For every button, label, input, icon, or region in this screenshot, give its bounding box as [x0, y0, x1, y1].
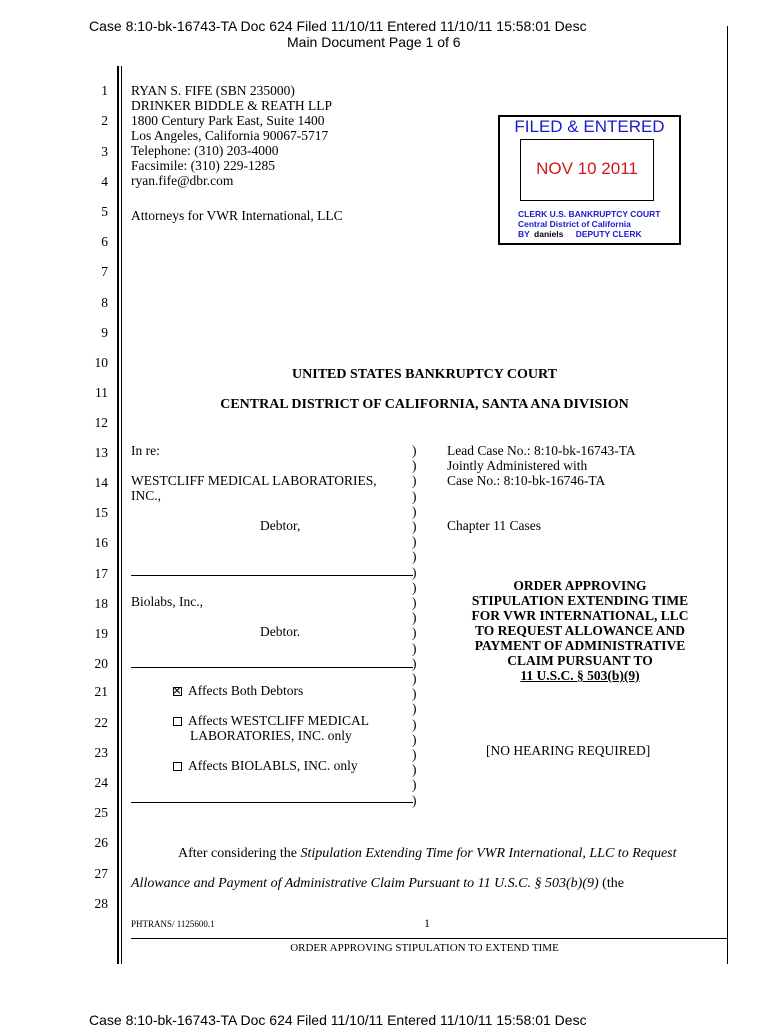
line-number: 17 — [94, 566, 108, 581]
stamp-date: NOV 10 2011 — [536, 159, 638, 178]
line-number: 11 — [95, 385, 108, 400]
line-number: 21 — [94, 684, 108, 699]
line-number: 2 — [101, 113, 108, 128]
in-re-label: In re: — [131, 443, 160, 458]
order-title-line: PAYMENT OF ADMINISTRATIVE — [474, 638, 686, 653]
order-title-line: FOR VWR INTERNATIONAL, LLC — [471, 608, 689, 623]
line-number: 13 — [94, 445, 108, 460]
line-number: 26 — [94, 835, 108, 850]
checked-box-icon[interactable] — [173, 687, 182, 696]
attorney-block — [131, 83, 332, 188]
line-number: 22 — [94, 715, 108, 730]
debtor2-label: Debtor. — [260, 624, 301, 639]
line-number: 5 — [101, 204, 108, 219]
debtor1-name-line2: INC., — [131, 488, 161, 503]
no-hearing-required: [NO HEARING REQUIRED] — [486, 743, 651, 758]
caption-divider-2 — [131, 667, 413, 668]
caption-divider-1 — [131, 575, 413, 576]
court-name: UNITED STATES BANKRUPTCY COURT — [292, 367, 557, 382]
lead-case-number: Lead Case No.: 8:10-bk-16743-TA — [447, 443, 636, 458]
attorneys-for: Attorneys for VWR International, LLC — [131, 208, 343, 223]
unchecked-box-icon[interactable] — [173, 717, 182, 726]
attorney-line: DRINKER BIDDLE & REATH LLP — [131, 98, 332, 113]
debtor1-label: Debtor, — [260, 518, 301, 533]
line-number: 12 — [94, 415, 108, 430]
filed-entered-stamp — [498, 115, 681, 245]
next-page-header: Case 8:10-bk-16743-TA Doc 624 Filed 11/10/11 Entered 11/10/11 15:58:01 Desc — [89, 1012, 587, 1028]
line-number: 7 — [101, 264, 108, 279]
stamp-clerk-line2: Central District of California — [518, 219, 631, 229]
order-title — [440, 578, 720, 683]
stamp-date-box — [520, 139, 654, 201]
caption-parentheses: ) ) ) ) ) ) ) ) ) ) ) ) ) ) ) ) ) ) ) ) ) ) ) ) — [412, 443, 417, 808]
jointly-administered: Jointly Administered with — [447, 458, 588, 473]
court-district: CENTRAL DISTRICT OF CALIFORNIA, SANTA ANA DIVISION — [220, 397, 629, 412]
unchecked-box-icon[interactable] — [173, 762, 182, 771]
footer-doc-id: PHTRANS/ 1125600.1 — [131, 919, 215, 929]
checkbox-label-both: Affects Both Debtors — [188, 683, 304, 698]
line-number: 16 — [94, 535, 108, 550]
order-title-line: TO REQUEST ALLOWANCE AND — [475, 623, 685, 638]
right-margin-line — [727, 26, 728, 964]
case-header-line2: Main Document Page 1 of 6 — [287, 34, 461, 50]
body-line1-plain: After considering the — [178, 846, 301, 861]
line-number: 6 — [101, 234, 108, 249]
body-line1-italic: Stipulation Extending Time for VWR International, LLC to Request — [300, 846, 677, 861]
checkbox-label-biolabs: Affects BIOLABLS, INC. only — [188, 758, 358, 773]
line-number: 4 — [101, 174, 108, 189]
line-number: 10 — [94, 355, 108, 370]
attorney-line: Los Angeles, California 90067-5717 — [131, 128, 329, 143]
line-number: 14 — [94, 475, 108, 490]
stamp-by-label: BY — [518, 229, 530, 239]
line-number: 23 — [94, 745, 108, 760]
case-number: Case No.: 8:10-bk-16746-TA — [447, 473, 606, 488]
line-number: 15 — [94, 505, 108, 520]
body-line2-plain: (the — [598, 876, 624, 891]
body-line-1 — [178, 846, 677, 862]
order-title-line: STIPULATION EXTENDING TIME — [471, 593, 689, 608]
left-margin-line-outer — [117, 66, 119, 964]
checkbox-row-biolabs — [173, 758, 358, 773]
left-margin-line-inner — [121, 66, 122, 964]
line-number: 1 — [101, 83, 108, 98]
footer-title: ORDER APPROVING STIPULATION TO EXTEND TIME — [290, 942, 559, 954]
body-line2-italic: Allowance and Payment of Administrative Claim Pursuant to 11 U.S.C. § 503(b)(9) — [131, 876, 599, 891]
caption-divider-3 — [131, 802, 413, 803]
stamp-clerk-line1: CLERK U.S. BANKRUPTCY COURT — [518, 209, 661, 219]
attorney-line: 1800 Century Park East, Suite 1400 — [131, 113, 325, 128]
line-number: 3 — [101, 144, 108, 159]
body-line-2 — [131, 876, 624, 892]
order-title-line: ORDER APPROVING — [513, 578, 647, 593]
stamp-by-name: daniels — [534, 229, 564, 239]
line-number: 25 — [94, 805, 108, 820]
debtor2-name: Biolabs, Inc., — [131, 594, 203, 609]
line-number: 20 — [94, 656, 108, 671]
chapter-label: Chapter 11 Cases — [447, 518, 541, 533]
attorney-email: ryan.fife@dbr.com — [131, 173, 234, 188]
line-number: 19 — [94, 626, 108, 641]
checkbox-row-westcliff — [173, 713, 369, 728]
order-title-line: CLAIM PURSUANT TO — [507, 653, 653, 668]
line-number: 18 — [94, 596, 108, 611]
checkbox-label-westcliff: Affects WESTCLIFF MEDICAL — [188, 713, 369, 728]
attorney-line: Facsimile: (310) 229-1285 — [131, 158, 275, 173]
line-number: 27 — [94, 866, 108, 881]
attorney-line: RYAN S. FIFE (SBN 235000) — [131, 83, 295, 98]
order-title-statute: 11 U.S.C. § 503(b)(9) — [520, 668, 640, 683]
footer-rule — [131, 938, 727, 939]
stamp-title: FILED & ENTERED — [514, 117, 665, 136]
checkbox-row-both — [173, 683, 303, 698]
line-number: 9 — [101, 325, 108, 340]
checkbox-label-westcliff-line2: LABORATORIES, INC. only — [190, 728, 352, 743]
stamp-by-line — [518, 229, 642, 239]
debtor1-name-line1: WESTCLIFF MEDICAL LABORATORIES, — [131, 473, 377, 488]
footer-page-number: 1 — [424, 916, 430, 930]
line-number: 8 — [101, 295, 108, 310]
attorney-line: Telephone: (310) 203-4000 — [131, 143, 279, 158]
stamp-deputy: DEPUTY CLERK — [575, 229, 642, 239]
line-number: 28 — [94, 896, 108, 911]
line-number: 24 — [94, 775, 108, 790]
case-header-line1: Case 8:10-bk-16743-TA Doc 624 Filed 11/10/11 Entered 11/10/11 15:58:01 Desc — [89, 18, 587, 34]
